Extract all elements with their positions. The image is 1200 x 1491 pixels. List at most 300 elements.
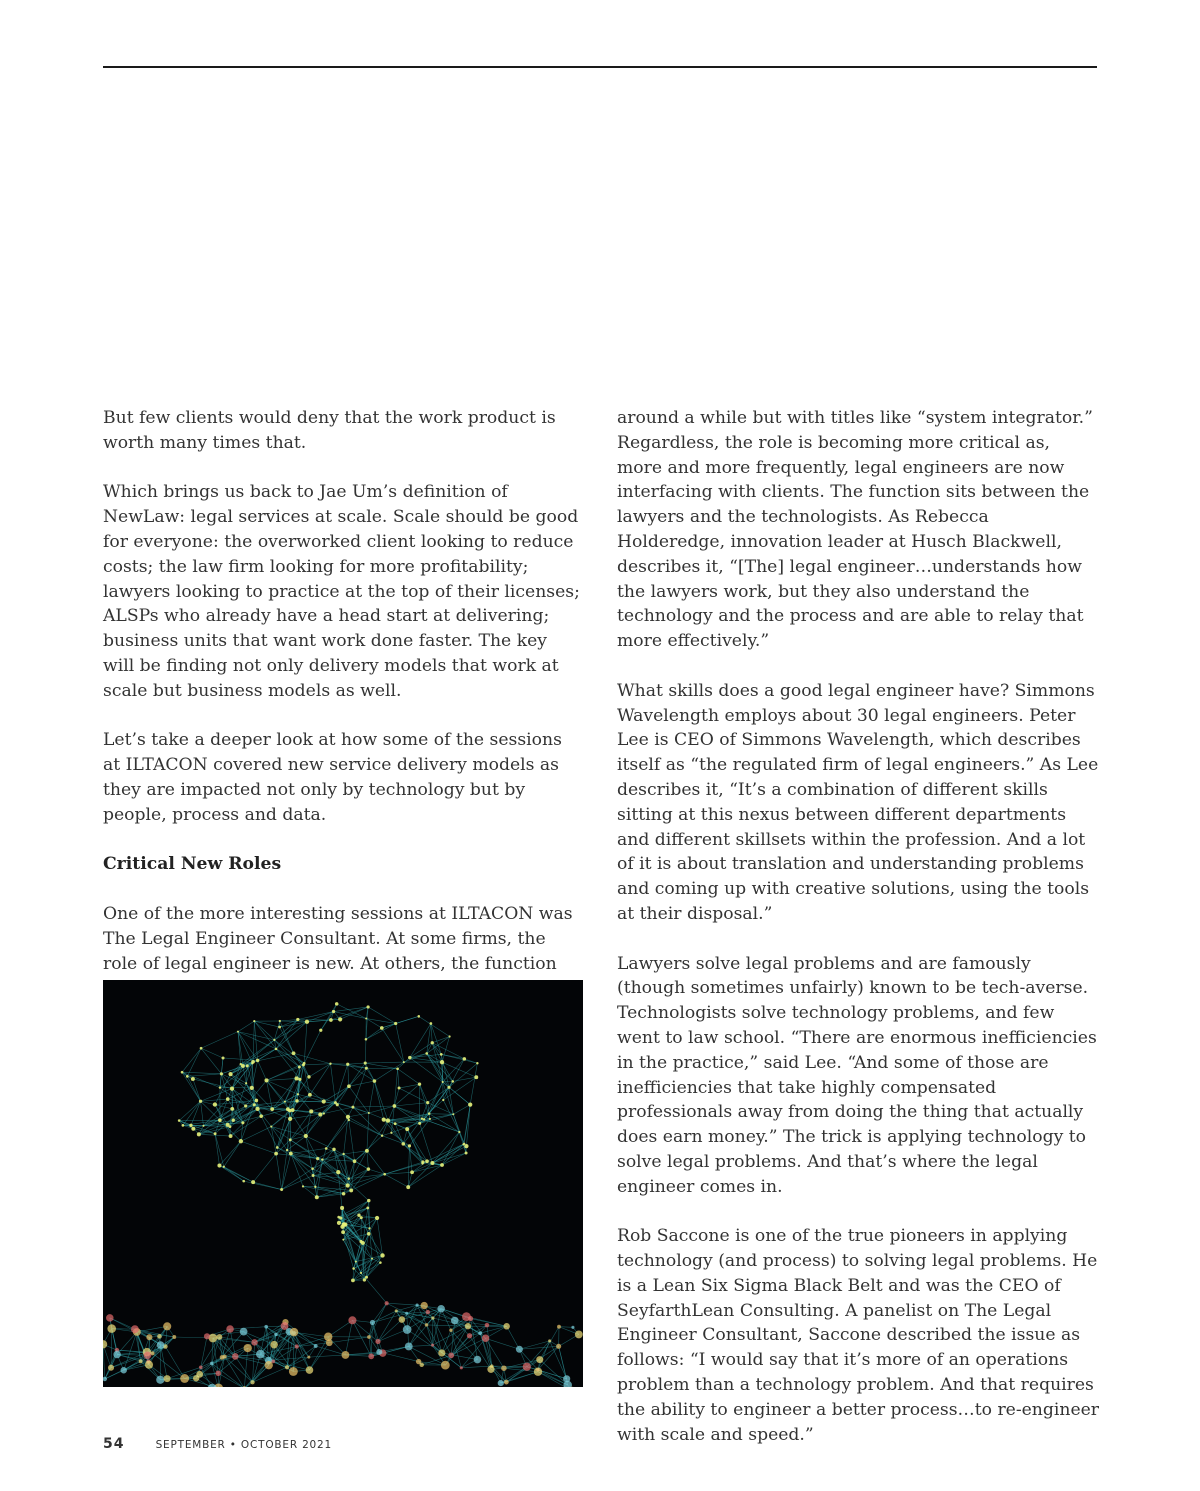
network-node (379, 1261, 382, 1264)
network-line (321, 1004, 337, 1030)
network-node (405, 1343, 413, 1351)
network-node (157, 1334, 162, 1339)
network-node (556, 1344, 561, 1349)
network-node (430, 1161, 434, 1165)
network-line (271, 1127, 290, 1140)
body-paragraph: What skills does a good legal engineer have? Simmons Wavelength employs about 30 legal engineers. Peter Lee is CEO of Simmons Wavelength, which describes itself as “the regulated firm of legal engineers.” As Lee describes it, “It’s a combination of different skills sitting at this nexus between different departments and different skillsets within the profession. And a lot of it is about translation and understanding problems and coming up with creative solutions, using the tools at their disposal.” (617, 680, 1099, 924)
network-node (284, 1101, 286, 1103)
network-node (253, 1103, 256, 1106)
network-node (464, 1144, 468, 1148)
network-node (274, 1152, 278, 1156)
network-node (395, 1309, 398, 1312)
network-node (365, 1038, 368, 1041)
network-node (351, 1106, 354, 1109)
network-line (361, 1273, 387, 1303)
network-line (218, 1373, 244, 1387)
network-node (421, 1302, 428, 1309)
network-node (217, 1334, 223, 1340)
network-line (117, 1350, 147, 1352)
network-node (342, 1192, 346, 1196)
network-node (178, 1119, 181, 1122)
network-line (274, 1019, 297, 1039)
network-node (398, 1087, 401, 1090)
network-node (265, 1361, 273, 1369)
network-node (437, 1305, 444, 1312)
network-node (311, 1167, 314, 1170)
network-node (229, 1134, 233, 1138)
network-line (309, 1064, 331, 1077)
network-line (404, 1053, 427, 1062)
network-node (240, 1328, 248, 1336)
network-node (163, 1322, 171, 1330)
network-node (393, 1104, 397, 1108)
network-line (201, 1032, 238, 1049)
network-line (353, 1068, 366, 1107)
network-node (307, 1075, 310, 1078)
right-column (617, 406, 1099, 1447)
network-node (253, 1020, 255, 1022)
network-node (336, 1170, 340, 1174)
issue-date: SEPTEMBER • OCTOBER 2021 (155, 1439, 332, 1451)
network-node (210, 1362, 214, 1366)
network-node (270, 1126, 272, 1128)
network-line (337, 1086, 349, 1104)
network-node (503, 1323, 509, 1329)
network-node (256, 1350, 265, 1359)
network-line (349, 1120, 382, 1136)
network-node (403, 1061, 405, 1063)
network-node (335, 1002, 339, 1006)
network-node (259, 1114, 263, 1118)
network-node (347, 1177, 350, 1180)
network-node (416, 1304, 419, 1307)
network-node (322, 1099, 326, 1103)
network-node (314, 1344, 318, 1348)
network-node (223, 1166, 225, 1168)
network-node (273, 1039, 275, 1041)
network-line (398, 1069, 420, 1084)
network-node (382, 1117, 386, 1121)
network-line (328, 1320, 352, 1336)
network-line (374, 1081, 383, 1120)
network-line (398, 1069, 399, 1088)
network-node (403, 1325, 412, 1334)
network-line (153, 1353, 185, 1378)
network-line (372, 1303, 386, 1322)
network-node (289, 1367, 298, 1376)
network-line (238, 1032, 274, 1040)
body-paragraph: around a while but with titles like “system integrator.” Regardless, the role is becoming more critical as, more and more frequently, legal engineers are now interfacing with clients. The function sits between the lawyers and the technologists. As Rebecca Holderedge, innovation leader at Husch Blackwell, describes it, “[The] legal engineer…understands how the lawyers work, but they also understand the technology and the process and are able to relay that more effectively.” (617, 408, 1093, 652)
network-node (218, 1118, 222, 1122)
network-line (224, 1167, 244, 1181)
network-line (399, 1084, 419, 1088)
network-line (298, 1094, 311, 1111)
network-node (288, 1117, 292, 1121)
network-node (474, 1356, 482, 1364)
network-node (228, 1072, 232, 1076)
network-line (366, 1023, 396, 1039)
network-node (302, 1185, 304, 1187)
network-line (182, 1072, 200, 1101)
network-line (182, 1072, 221, 1074)
network-node (241, 1121, 244, 1124)
network-node (217, 1164, 221, 1168)
network-node (425, 1323, 429, 1327)
network-node (381, 1134, 383, 1136)
network-node (189, 1124, 192, 1127)
network-node (186, 1075, 189, 1078)
network-node (571, 1326, 574, 1329)
network-node (297, 1093, 299, 1095)
network-node (431, 1316, 434, 1319)
network-line (179, 1101, 200, 1120)
network-node (145, 1361, 153, 1369)
network-node (120, 1367, 126, 1373)
network-line (241, 1141, 276, 1153)
network-line (276, 1049, 299, 1067)
network-node (209, 1334, 218, 1343)
network-nodes (103, 1002, 583, 1387)
network-node (438, 1349, 445, 1356)
network-line (182, 1048, 201, 1072)
network-node (426, 1101, 429, 1104)
network-node (394, 1022, 397, 1025)
network-node (298, 1078, 301, 1081)
network-node (288, 1109, 291, 1112)
network-node (359, 1240, 362, 1243)
network-line (374, 1062, 403, 1081)
network-line (201, 1048, 221, 1074)
network-node (351, 1278, 355, 1282)
network-node (357, 1214, 360, 1217)
network-line (441, 1054, 464, 1059)
network-line (187, 1074, 221, 1077)
network-line (459, 1132, 464, 1144)
network-line (306, 1136, 334, 1149)
network-node (440, 1053, 443, 1056)
network-node (348, 1316, 356, 1324)
network-line (365, 1063, 397, 1069)
network-line (367, 1151, 385, 1174)
network-line (298, 1019, 331, 1020)
network-node (383, 1173, 386, 1176)
network-node (106, 1314, 114, 1322)
network-node (144, 1351, 152, 1359)
network-node (197, 1132, 201, 1136)
network-node (332, 1148, 335, 1151)
network-node (180, 1374, 189, 1383)
network-node (410, 1170, 414, 1174)
network-line (442, 1036, 450, 1062)
network-node (103, 1340, 107, 1348)
network-line (193, 1079, 201, 1101)
network-line (253, 1154, 276, 1183)
network-node (401, 1142, 405, 1146)
network-node (309, 1109, 313, 1113)
network-line (378, 1320, 402, 1342)
network-line (291, 1154, 316, 1187)
network-node (108, 1365, 114, 1371)
network-node (501, 1365, 507, 1371)
network-line (367, 1113, 369, 1151)
network-node (226, 1325, 234, 1333)
network-node (418, 1082, 421, 1085)
network-node (370, 1320, 375, 1325)
network-line (244, 1181, 282, 1189)
network-node (316, 1157, 319, 1160)
network-node (487, 1366, 494, 1373)
network-node (278, 1026, 281, 1029)
network-line (408, 1165, 442, 1187)
network-node (441, 1361, 450, 1370)
network-node (367, 1335, 371, 1339)
network-node (451, 1080, 454, 1083)
network-line (238, 1021, 254, 1031)
network-node (390, 1132, 392, 1134)
network-line (335, 1064, 347, 1102)
network-node (237, 1031, 239, 1033)
network-node (312, 1174, 315, 1177)
network-node (213, 1102, 217, 1106)
network-node (251, 1180, 255, 1184)
network-node (264, 1078, 268, 1082)
brain-network-icon (103, 980, 583, 1387)
network-node (226, 1097, 230, 1101)
network-node (373, 1079, 377, 1083)
network-node (250, 1380, 254, 1384)
network-node (447, 1086, 450, 1089)
network-line (315, 1148, 326, 1186)
network-node (367, 1005, 370, 1008)
network-node (274, 1333, 277, 1336)
network-line (378, 1330, 407, 1342)
network-node (442, 1081, 444, 1083)
network-node (215, 1370, 221, 1376)
network-node (405, 1127, 409, 1131)
network-node (251, 1062, 253, 1064)
network-node (219, 1086, 221, 1088)
network-node (363, 1278, 366, 1281)
network-line (232, 1089, 243, 1123)
network-node (242, 1180, 245, 1183)
network-node (408, 1056, 411, 1059)
network-node (342, 1351, 350, 1359)
network-line (310, 1064, 331, 1095)
network-node (575, 1330, 583, 1338)
network-node (406, 1185, 410, 1189)
network-node (246, 1064, 249, 1067)
network-line (282, 1150, 287, 1189)
network-node (355, 1261, 357, 1263)
network-line (429, 1114, 453, 1115)
network-node (255, 1107, 259, 1111)
network-line (345, 1320, 352, 1355)
network-node (318, 1112, 322, 1116)
network-node (230, 1107, 234, 1111)
network-node (325, 1147, 328, 1150)
network-line (311, 1103, 335, 1112)
network-node (365, 1276, 368, 1279)
network-line (191, 1101, 201, 1125)
network-node (270, 1107, 274, 1111)
network-node (329, 1018, 333, 1022)
network-line (470, 1063, 477, 1104)
network-line (267, 1080, 285, 1101)
network-node (146, 1334, 152, 1340)
network-node (366, 1206, 369, 1209)
network-node (229, 1125, 232, 1128)
network-node (280, 1188, 283, 1191)
body-paragraph: But few clients would deny that the work product is worth many times that. (103, 408, 556, 453)
network-node (314, 1186, 316, 1188)
network-node (304, 1134, 308, 1138)
network-node (394, 1122, 397, 1125)
network-node (348, 1119, 350, 1121)
network-node (476, 1062, 478, 1064)
network-line (313, 1149, 334, 1175)
network-line (461, 1366, 491, 1368)
network-node (399, 1316, 406, 1323)
network-node (498, 1380, 504, 1386)
network-line (461, 1338, 485, 1368)
network-line (385, 1174, 409, 1187)
network-node (425, 1052, 428, 1055)
network-line (453, 1105, 470, 1115)
network-node (202, 1125, 204, 1127)
network-node (281, 1322, 289, 1330)
network-node (375, 1216, 379, 1220)
network-node (329, 1063, 331, 1065)
network-line (287, 1346, 316, 1367)
network-node (349, 1188, 353, 1192)
network-node (295, 1076, 299, 1080)
network-node (365, 1149, 369, 1153)
network-node (367, 1199, 370, 1202)
network-node (240, 1063, 242, 1065)
network-node (425, 1159, 429, 1163)
network-line (201, 1101, 204, 1126)
network-node (286, 1149, 288, 1151)
network-node (200, 1047, 203, 1050)
network-node (172, 1335, 176, 1339)
network-node (182, 1124, 185, 1127)
network-node (442, 1099, 444, 1101)
network-node (376, 1349, 382, 1355)
network-node (326, 1339, 333, 1346)
network-line (353, 1106, 394, 1107)
network-line (443, 1081, 453, 1082)
network-line (318, 1159, 348, 1186)
network-line (304, 1030, 321, 1063)
network-node (460, 1366, 463, 1369)
network-line (254, 1021, 274, 1040)
network-line (349, 1120, 355, 1161)
network-node (271, 1360, 275, 1364)
network-node (448, 1352, 454, 1358)
network-line (451, 1336, 469, 1356)
network-node (468, 1102, 472, 1106)
network-node (276, 1146, 279, 1149)
network-node (208, 1384, 217, 1387)
network-node (536, 1356, 543, 1363)
network-node (256, 1059, 260, 1063)
network-node (321, 1158, 323, 1160)
network-node (426, 1310, 430, 1314)
network-node (306, 1366, 314, 1374)
network-line (451, 1333, 480, 1355)
network-line (442, 1330, 451, 1353)
network-node (305, 1020, 309, 1024)
network-node (230, 1086, 234, 1090)
network-line (215, 1134, 224, 1167)
network-node (264, 1325, 268, 1329)
network-node (289, 1152, 293, 1156)
network-node (468, 1316, 473, 1321)
network-node (458, 1131, 460, 1133)
network-node (214, 1132, 217, 1135)
network-node (431, 1344, 434, 1347)
network-node (416, 1359, 421, 1364)
network-line (424, 1114, 453, 1119)
network-node (352, 1267, 355, 1270)
network-line (377, 1218, 382, 1255)
network-line (224, 1141, 241, 1166)
network-node (360, 1272, 362, 1274)
network-node (250, 1086, 254, 1090)
network-node (485, 1323, 490, 1328)
network-line (224, 1167, 253, 1182)
network-line (398, 1058, 410, 1069)
network-node (251, 1339, 257, 1345)
network-node (346, 1063, 349, 1066)
network-node (353, 1159, 357, 1163)
network-line (527, 1341, 550, 1367)
network-line (280, 1021, 307, 1022)
network-node (516, 1346, 523, 1353)
network-line (486, 1338, 504, 1368)
network-line (303, 1186, 317, 1197)
body-paragraph: Rob Saccone is one of the true pioneers in applying technology (and process) to solving legal problems. He is a Lean Six Sigma Black Belt and was the CEO of SeyfarthLean Consulting. A panelist on The Legal Engineer Consultant, Saccone described the issue as follows: “I would say that it’s more of an operations problem than a technology problem. And that requires the ability to engineer a better process…to re-engineer with scale and speed.” (617, 1226, 1100, 1445)
network-node (534, 1368, 542, 1376)
network-line (274, 1022, 307, 1040)
network-node (478, 1331, 482, 1335)
network-node (430, 1022, 433, 1025)
network-line (367, 1151, 368, 1169)
network-node (421, 1118, 423, 1120)
network-node (418, 1122, 421, 1125)
network-line (527, 1346, 559, 1366)
network-line (179, 1121, 215, 1134)
network-node (222, 1056, 225, 1059)
network-line (276, 1154, 282, 1190)
network-line (369, 1081, 375, 1113)
network-line (403, 1144, 423, 1162)
network-node (345, 1183, 349, 1187)
network-node (295, 1344, 299, 1348)
network-node (232, 1119, 235, 1122)
network-node (465, 1323, 471, 1329)
network-node (245, 1082, 247, 1084)
network-node (298, 1066, 301, 1069)
network-node (255, 1099, 259, 1103)
network-line (161, 1345, 168, 1379)
network-node (232, 1353, 239, 1360)
network-node (337, 1221, 341, 1225)
network-node (323, 1112, 325, 1114)
network-node (448, 1035, 450, 1037)
network-line (326, 1120, 349, 1148)
network-node (467, 1333, 472, 1338)
